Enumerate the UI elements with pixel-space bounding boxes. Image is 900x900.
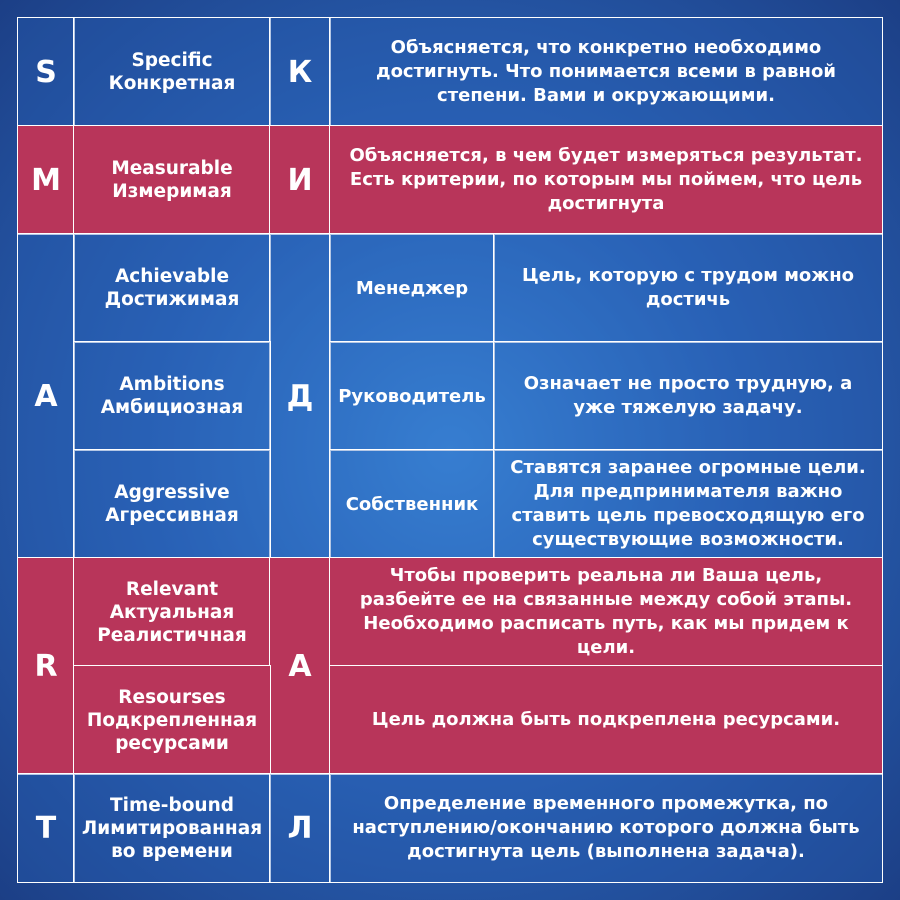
term-measurable: Measurable Измеримая xyxy=(73,125,271,235)
term-time-bound: Time-bound Лимитированная во времени xyxy=(73,773,271,883)
smart-table xyxy=(18,18,882,882)
term-relevant: Relevant Актуальная Реалистичная xyxy=(73,557,271,667)
desc-ambitions: Означает не просто трудную, а уже тяжелую задачу. xyxy=(493,341,883,451)
term-achievable: Achievable Достижимая xyxy=(73,233,271,343)
desc-specific: Объясняется, что конкретно необходимо достигнуть. Что понимается всеми в равной степени. Вами и окружающими. xyxy=(329,17,883,127)
role-head: Руководитель xyxy=(329,341,495,451)
letter-s: S xyxy=(17,17,75,127)
letter-a-ru: А xyxy=(269,557,331,775)
role-manager: Менеджер xyxy=(329,233,495,343)
letter-k: К xyxy=(269,17,331,127)
term-ambitions: Ambitions Амбициозная xyxy=(73,341,271,451)
desc-aggressive: Ставятся заранее огромные цели. Для предпринимателя важно ставить цель превосходящую его существующие возможности. xyxy=(493,449,883,559)
letter-m: M xyxy=(17,125,75,235)
desc-measurable: Объясняется, в чем будет измеряться результат. Есть критерии, по которым мы поймем, что цель достигнута xyxy=(329,125,883,235)
letter-t: T xyxy=(17,773,75,883)
desc-time-bound: Определение временного промежутка, по наступлению/окончанию которого должна быть достигнута цель (выполнена задача). xyxy=(329,773,883,883)
term-aggressive: Aggressive Агрессивная xyxy=(73,449,271,559)
letter-d: Д xyxy=(269,233,331,559)
role-owner: Собственник xyxy=(329,449,495,559)
term-resources: Resourses Подкрепленная ресурсами xyxy=(73,665,271,775)
letter-r: R xyxy=(17,557,75,775)
letter-l: Л xyxy=(269,773,331,883)
letter-a: A xyxy=(17,233,75,559)
desc-resources: Цель должна быть подкреплена ресурсами. xyxy=(329,665,883,775)
term-specific: Specific Конкретная xyxy=(73,17,271,127)
desc-relevant: Чтобы проверить реальна ли Ваша цель, разбейте ее на связанные между собой этапы. Необходимо расписать путь, как мы придем к цели. xyxy=(329,557,883,667)
desc-achievable: Цель, которую с трудом можно достичь xyxy=(493,233,883,343)
letter-i: И xyxy=(269,125,331,235)
